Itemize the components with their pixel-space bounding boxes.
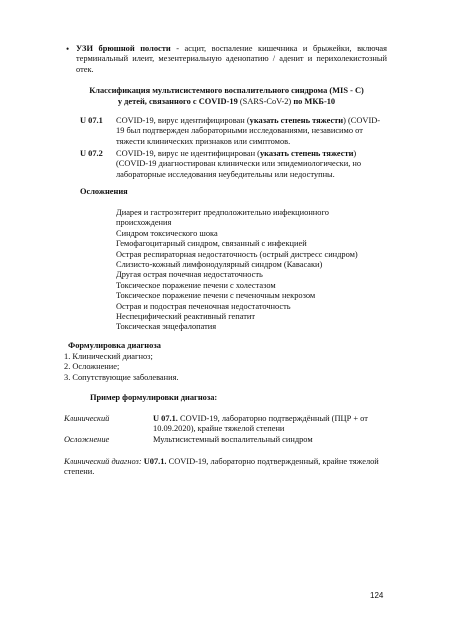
- diagnosis-formulation-item: 1. Клинический диагноз;: [64, 352, 153, 361]
- complication-item: Острая и подострая печеночная недостаточность: [116, 301, 291, 311]
- classification-title-bold-a: у детей, связанного с COVID-19: [117, 97, 238, 106]
- example-final-label: Клинический диагноз:: [64, 457, 142, 466]
- example-final-code: U07.1.: [143, 457, 167, 466]
- complication-item: происхождения: [116, 218, 172, 228]
- diagnosis-formulation-list: [64, 352, 179, 383]
- u071-description: [116, 116, 386, 147]
- example-complication-label: Осложнение: [64, 435, 110, 444]
- example-complication-text: Мультисистемный воспалительный синдром: [153, 435, 313, 444]
- page-number: 124: [370, 591, 384, 600]
- example-clinical-code: U 07.1.: [153, 414, 178, 423]
- u071-post: ) (COVID-19 был подтвержден лабораторными исследованиями, независимо от тяжести клинических признаков или симптомов.: [116, 116, 381, 146]
- classification-title-bold-b: по МКБ-10: [293, 97, 336, 106]
- u072-bold: указать степень тяжести: [259, 149, 354, 158]
- complication-item: Токсическое поражение печени с холестазом: [116, 280, 276, 290]
- example-clinical-label: Клинический: [64, 414, 110, 423]
- u071-code: U 07.1: [80, 116, 103, 125]
- bullet-paragraph: [76, 44, 387, 75]
- classification-title-line1: Классификация мультисистемного воспалительного синдрома (MIS - C): [89, 86, 364, 95]
- example-final-diagnosis: [64, 457, 384, 478]
- u072-code: U 07.2: [80, 149, 103, 158]
- complication-item: Острая респираторная недостаточность (острый дистресс синдром): [116, 249, 358, 259]
- diagnosis-formulation-heading: Формулировка диагноза: [68, 341, 161, 350]
- u071-bold: указать степень тяжести: [249, 116, 344, 125]
- u071-pre: COVID-19, вирус идентифицирован (: [116, 116, 250, 125]
- example-clinical-text-1: COVID-19, лабораторно подтверждённый (ПЦР + от: [177, 414, 368, 423]
- complication-item: Токсическое поражение печени с печеночным некрозом: [116, 291, 316, 301]
- complication-item: Токсическая энцефалопатия: [116, 322, 217, 332]
- bullet-marker: •: [66, 44, 70, 54]
- example-final-text: COVID-19, лабораторно подтвержденный, крайне тяжелой степени.: [64, 457, 379, 477]
- complication-item: Слизисто-кожный лимфонодулярный синдром (Кавасаки): [116, 260, 323, 270]
- u072-post: ) (COVID-19 диагностирован клинически или эпидемиологически, но лабораторные исследования неубедительны или недоступны.: [116, 149, 362, 179]
- example-clinical-text: [153, 414, 393, 435]
- classification-title-normal: (SARS-CoV-2): [237, 97, 294, 106]
- u072-description: [116, 149, 386, 180]
- example-clinical-line1: [153, 414, 393, 424]
- bullet-text: - асцит, воспаление кишечника и брыжейки, включая терминальный илеит, мезентериальную аденопатию / аденит и перихолекистозный отек.: [76, 44, 388, 74]
- complication-item: Диарея и гастроэнтерит предположительно инфекционного: [116, 208, 329, 217]
- complication-item: Другая острая почечная недостаточность: [116, 270, 263, 280]
- complication-item: Гемофагоцитарный синдром, связанный с инфекцией: [116, 239, 307, 249]
- example-clinical-line2: 10.09.2020), крайне тяжелой степени: [153, 424, 285, 434]
- complications-list: [116, 208, 396, 333]
- diagnosis-formulation-item: 3. Сопутствующие заболевания.: [64, 372, 179, 382]
- complications-heading: Осложнения: [80, 187, 128, 196]
- example-heading: Пример формулировки диагноза:: [90, 393, 218, 402]
- diagnosis-formulation-item: 2. Осложнение;: [64, 362, 120, 372]
- u072-pre: COVID-19, вирус не идентифицирован (: [116, 149, 260, 158]
- complication-item: Неспецифический реактивный гепатит: [116, 312, 256, 322]
- classification-title-line2: [66, 97, 387, 107]
- complication-item: Синдром токсического шока: [116, 228, 218, 238]
- bullet-bold-term: УЗИ брюшной полости: [76, 44, 171, 53]
